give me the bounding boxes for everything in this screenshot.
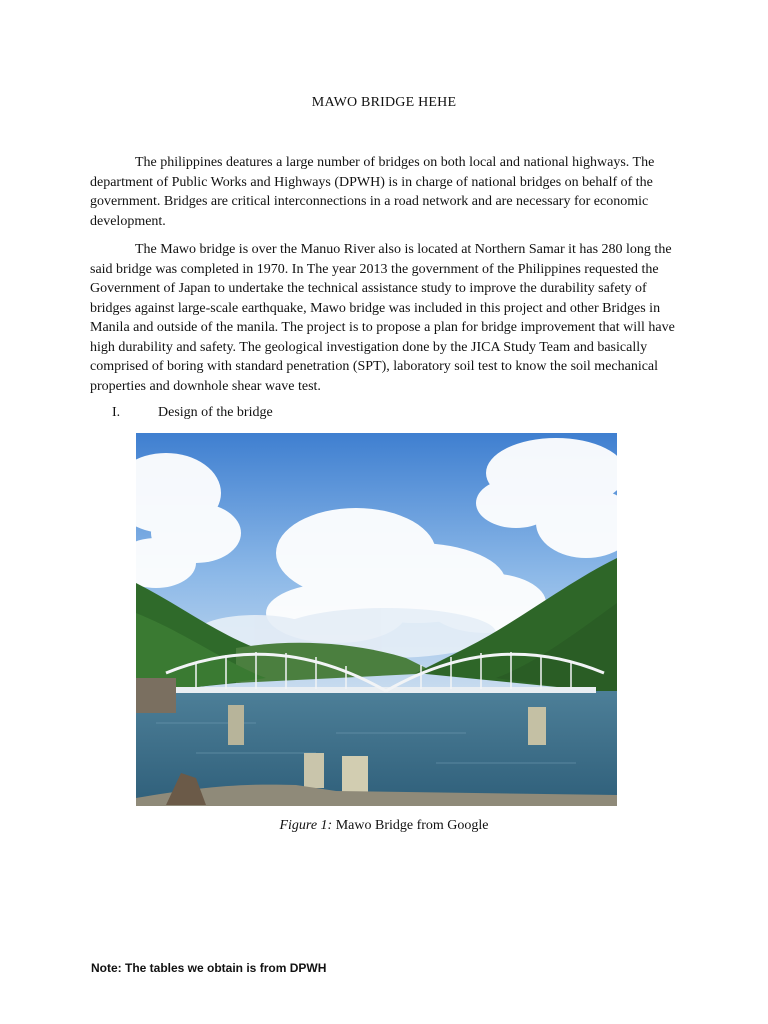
paragraph-intro-text: The philippines deatures a large number of bridges on both local and national highways. The department of Public Works and Highways (DPWH) is in charge of national bridges on behalf of the government. Bridges are critical interconnections in a road network and are necessary for economic development. — [90, 155, 655, 229]
section-heading — [112, 405, 273, 421]
paragraph-intro — [90, 153, 675, 231]
figure-label: Figure 1: — [279, 818, 333, 833]
note-text: Note: The tables we obtain is from DPWH — [91, 961, 327, 975]
bridge-photo — [136, 433, 617, 806]
figure-caption-text: Mawo Bridge from Google — [332, 818, 489, 833]
section-title: Design of the bridge — [158, 405, 273, 420]
figure-caption — [0, 818, 768, 834]
page-title: MAWO BRIDGE HEHE — [311, 95, 457, 110]
section-number: I. — [112, 405, 121, 420]
paragraph-mawo-bridge-text: The Mawo bridge is over the Manuo River also is located at Northern Samar it has 280 long the said bridge was completed in 1970. In The year 2013 the government of the Philippines requested the Government of Japan to undertake the technical assistance study to improve the durability safety of bridges against large-scale earthquake, Mawo bridge was included in this project and other Bridges in Manila and outside of the manila. The project is to propose a plan for bridge improvement that will have high durability and safety. The geological investigation done by the JICA Study Team and basically comprised of boring with standard penetration (SPT), laboratory soil test to know the soil mechanical properties and downhole shear wave test. — [90, 242, 675, 394]
paragraph-mawo-bridge — [90, 240, 675, 396]
